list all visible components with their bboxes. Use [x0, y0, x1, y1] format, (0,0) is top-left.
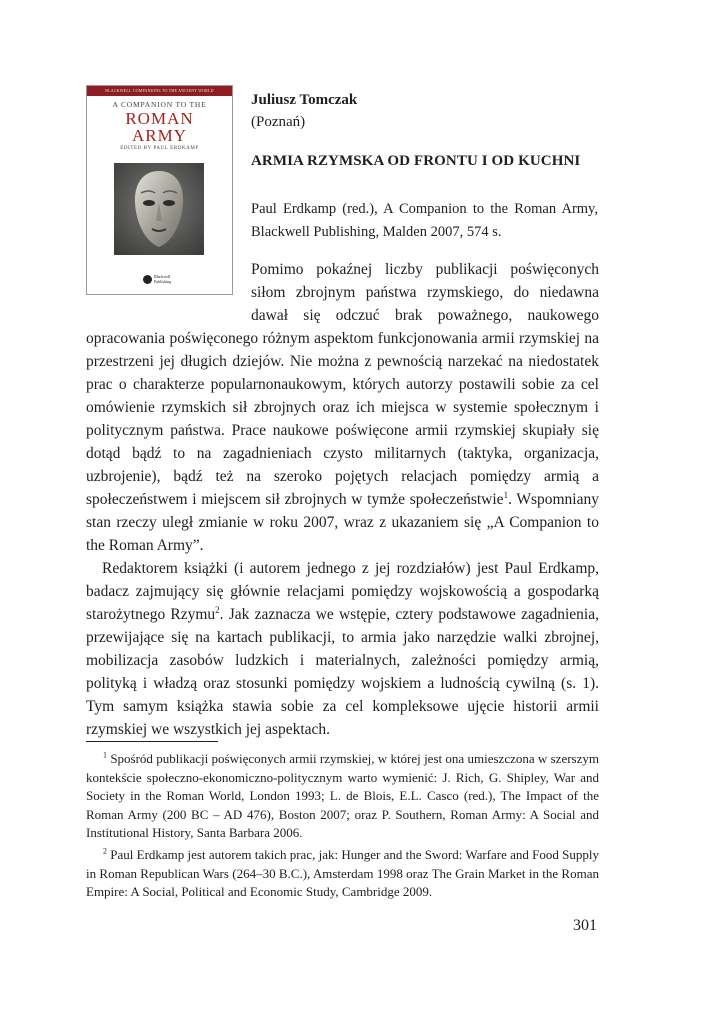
book-citation: Paul Erdkamp (red.), A Companion to the Roman Army, Blackwell Publishing, Malden 2007, 574 s. — [251, 201, 598, 240]
paragraph — [86, 557, 599, 741]
footnote — [86, 846, 599, 902]
paragraph-text: Redaktorem książki (i autorem jednego z jej rozdziałów) jest Paul Erdkamp, badacz zajmujący się głównie relacjami pomiędzy wojskowością a gospodarką starożytnego Rzymu — [86, 560, 599, 623]
paragraph-text: . Wspomniany stan rzeczy uległ zmianie w roku 2007, wraz z ukazaniem się „A Companion to the Roman Army”. — [86, 491, 599, 554]
cover-title-line: ROMAN — [125, 109, 194, 128]
footnote-divider — [86, 741, 218, 742]
footnote-text: Spośród publikacji poświęconych armii rzymskiej, w której jest ona umieszczona w szerszym kontekście społeczno-ekonomiczno-politycznym warto wymienić: J. Rich, G. Shipley, War and Society in the Roman World, London 1993; L. de Blois, E.L. Casco (red.), The Impact of the Roman Army (200 BC – AD 476), Boston 2007; oraz P. Southern, Roman Army: A Social and Institutional History, Santa Barbara 2006. — [86, 751, 599, 841]
article-title: ARMIA RZYMSKA OD FRONTU I OD KUCHNI — [251, 153, 581, 169]
footnote-text: Paul Erdkamp jest autorem takich prac, jak: Hunger and the Sword: Warfare and Food Supply in Roman Republican Wars (264–30 B.C.), Amsterdam 1998 oraz The Grain Market in the Roman Empire: A Social, Political and Economic Study, Cambridge 2009. — [86, 846, 599, 900]
paragraph-text: . Jak zaznacza we wstępie, cztery podstawowe zagadnienia, przewijające się na kartach publikacji, to armia jako narzędzie walki zbrojnej, mobilizacja zasobów ludzkich i materialnych, zależności pomiędzy armią, polityką i władzą oraz stosunki pomiędzy wojskiem a ludnością cywilną (s. 1). Tym samym książka stawia sobie za cel kompleksowe ujęcie historii armii rzymskiej we wszystkich jej aspektach. — [86, 606, 599, 738]
footnote-number: 1 — [103, 750, 107, 760]
article-body — [86, 258, 599, 741]
footnote-marker[interactable]: 2 — [215, 604, 220, 615]
cover-title-line: ARMY — [131, 126, 187, 145]
footnote — [86, 750, 599, 843]
page-number: 301 — [573, 917, 597, 934]
cover-title — [87, 110, 232, 144]
paragraph-text: Pomimo pokaźnej liczby publikacji poświęconych siłom zbrojnym państwa rzymskiego, do niedawna dawał się odczuć brak poważnego, naukowego opracowania poświęconego różnym aspektom funkcjonowania armii rzymskiej na przestrzeni jej długich dziejów. Nie można z pewnością narzekać na niedostatek prac o charakterze popularnonaukowym, których autorzy postawili sobie za cel omówienie rzymskich sił zbrojnych oraz ich miejsca w systemie społecznym i politycznym państwa. Prace naukowe poświęcone armii rzymskiej skupiały się dotąd bądź to na zagadnieniach czysto militarnych (taktyka, organizacja, uzbrojenie), bądź też na szeroko pojętych relacjach pomiędzy armią a społeczeństwem i miejscem sił zbrojnych w tymże społeczeństwie — [86, 261, 599, 508]
footnote-marker[interactable]: 1 — [503, 489, 509, 500]
author-affiliation: (Poznań) — [251, 114, 306, 130]
cover-series-band: BLACKWELL COMPANIONS TO THE ANCIENT WORLD — [87, 86, 232, 96]
cover-series-title: A COMPANION TO THE — [112, 100, 207, 109]
footnote-number: 2 — [103, 846, 107, 856]
footnotes — [86, 750, 599, 905]
author-name: Juliusz Tomczak — [251, 92, 358, 108]
publisher-logo-text: Blackwell Publishing — [154, 274, 172, 284]
cover-editor: EDITED BY PAUL ERDKAMP — [120, 146, 199, 151]
roman-cavalry-mask-icon — [114, 163, 204, 255]
